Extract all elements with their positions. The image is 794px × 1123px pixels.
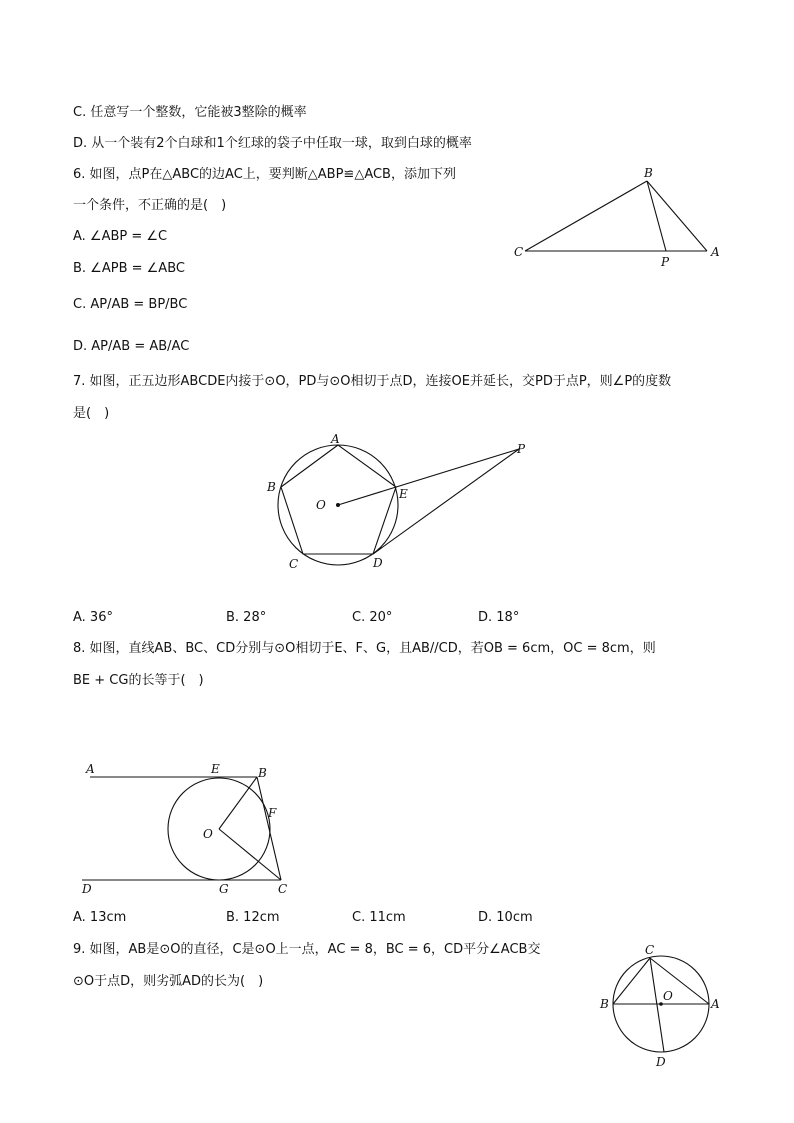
q8-stem-line1: 8. 如图，直线AB、BC、CD分别与⊙O相切于E、F、G，且AB//CD，若OB = 6cm，OC = 8cm，则	[73, 641, 656, 656]
q9-label-c: C	[645, 943, 655, 957]
q9-label-d: D	[656, 1055, 666, 1069]
q8-option-c: C. 11cm	[352, 910, 406, 925]
q7-option-b: B. 28°	[226, 610, 267, 625]
q6-label-p: P	[661, 255, 670, 268]
q6-option-a: A. ∠ABP = ∠C	[73, 229, 168, 244]
q8-option-d: D. 10cm	[478, 910, 533, 925]
q7-option-a: A. 36°	[73, 610, 113, 625]
q8-label-e: E	[211, 762, 220, 776]
q9-stem-line1: 9. 如图，AB是⊙O的直径，C是⊙O上一点，AC = 8，BC = 6，CD平分∠ACB交	[73, 942, 541, 957]
q6-option-c: C. AP/AB = BP/BC	[73, 297, 188, 312]
q8-label-b: B	[258, 766, 267, 780]
q7-stem-line1: 7. 如图，正五边形ABCDE内接于⊙O，PD与⊙O相切于点D，连接OE并延长，交PD于点P，则∠P的度数	[73, 374, 672, 389]
q7-stem-line2: 是( )	[73, 406, 110, 421]
q6-stem-line1: 6. 如图，点P在△ABC的边AC上，要判断△ABP≌△ACB，添加下列	[73, 167, 456, 182]
q6-option-d: D. AP/AB = AB/AC	[73, 339, 190, 354]
q7-label-d: D	[373, 556, 383, 570]
q9-label-a: A	[711, 997, 720, 1011]
q7-label-b: B	[267, 480, 276, 494]
q8-stem-line2: BE + CG的长等于( )	[73, 673, 204, 688]
q9-circle-figure	[596, 940, 726, 1070]
q9-stem-line2: ⊙O于点D，则劣弧AD的长为( )	[73, 974, 264, 989]
q7-label-e: E	[399, 487, 408, 501]
q7-option-d: D. 18°	[478, 610, 520, 625]
q7-option-c: C. 20°	[352, 610, 393, 625]
q6-label-b: B	[644, 166, 653, 180]
q8-tangent-figure	[78, 758, 308, 900]
q5-option-d: D. 从一个装有2个白球和1个红球的袋子中任取一球，取到白球的概率	[73, 136, 472, 151]
q8-option-a: A. 13cm	[73, 910, 127, 925]
q9-label-b: B	[600, 997, 609, 1011]
q8-label-c: C	[278, 882, 288, 896]
q8-label-d: D	[82, 882, 92, 896]
q6-option-b: B. ∠APB = ∠ABC	[73, 261, 185, 276]
q6-label-a: A	[711, 245, 720, 259]
q7-label-p: P	[517, 442, 526, 456]
q8-option-b: B. 12cm	[226, 910, 280, 925]
q8-label-o: O	[203, 827, 213, 841]
q9-label-o: O	[663, 989, 673, 1003]
q8-label-f: F	[268, 806, 277, 820]
q5-option-c: C. 任意写一个整数，它能被3整除的概率	[73, 105, 307, 120]
q8-label-g: G	[219, 882, 229, 896]
q7-label-c: C	[289, 557, 299, 571]
q7-pentagon-figure	[255, 430, 545, 575]
q6-triangle-figure	[505, 163, 735, 268]
q8-label-a: A	[86, 762, 95, 776]
q7-label-a: A	[331, 432, 340, 446]
q6-stem-line2: 一个条件，不正确的是( )	[73, 198, 227, 213]
q6-label-c: C	[514, 245, 524, 259]
q7-label-o: O	[316, 498, 326, 512]
